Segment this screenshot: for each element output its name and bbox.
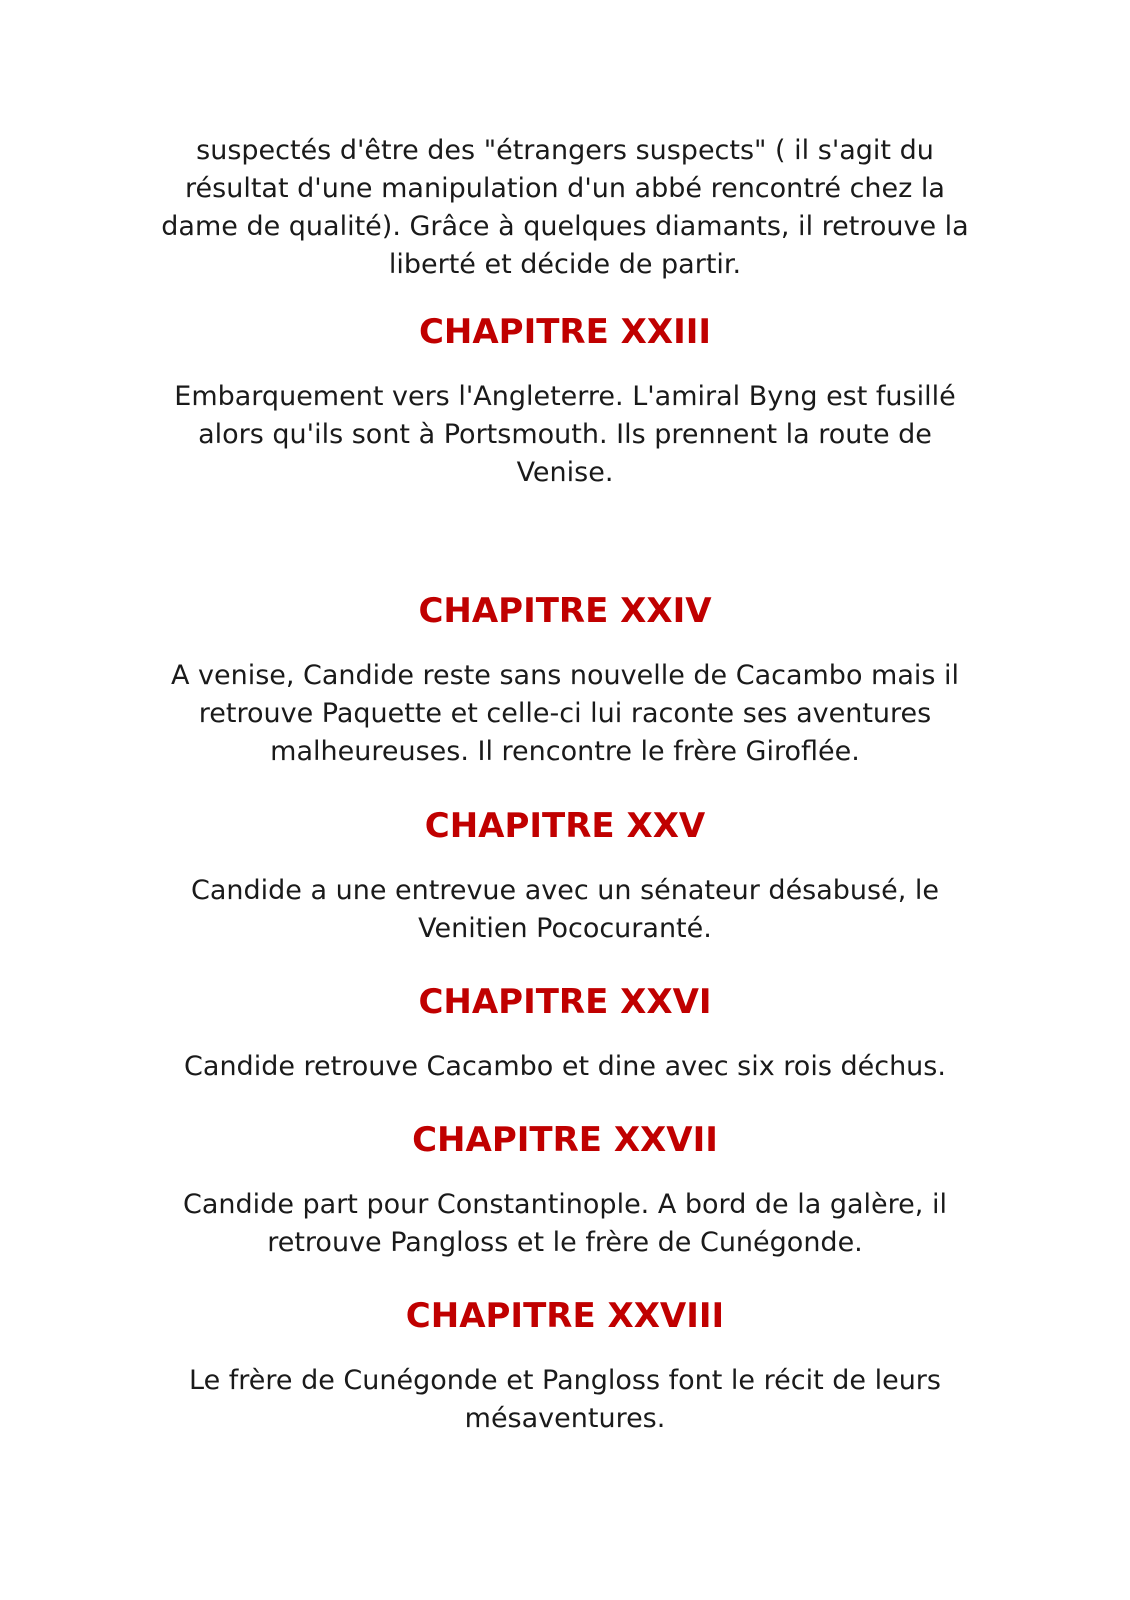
chapter-summary-xxviii — [120, 1362, 1010, 1438]
text-line: mésaventures. — [464, 1403, 666, 1434]
text-line: Candide part pour Constantinople. A bord de la galère, il — [183, 1189, 947, 1220]
chapter-heading-xxvi: CHAPITRE XXVI — [418, 982, 712, 1022]
chapter-heading-xxviii: CHAPITRE XXVIII — [405, 1296, 725, 1336]
text-line: Embarquement vers l'Angleterre. L'amiral Byng est fusillé — [174, 381, 956, 412]
text-line: retrouve Pangloss et le frère de Cunégonde. — [267, 1227, 863, 1258]
text-line: A venise, Candide reste sans nouvelle de Cacambo mais il — [170, 660, 960, 691]
text-line: retrouve Paquette et celle-ci lui raconte ses aventures — [198, 698, 932, 729]
text-line: alors qu'ils sont à Portsmouth. Ils prennent la route de — [198, 419, 932, 450]
text-line: Venitien Pococuranté. — [418, 913, 712, 944]
text-line: Candide a une entrevue avec un sénateur désabusé, le — [190, 875, 939, 906]
text-line: dame de qualité). Grâce à quelques diamants, il retrouve la — [161, 211, 969, 242]
text-line: Venise. — [516, 457, 614, 488]
chapter-heading-xxvii: CHAPITRE XXVII — [412, 1120, 718, 1160]
text-line: malheureuses. Il rencontre le frère Giroflée. — [270, 736, 860, 767]
text-line: liberté et décide de partir. — [388, 249, 742, 280]
intro-paragraph — [120, 132, 1010, 284]
chapter-heading-xxv: CHAPITRE XXV — [424, 806, 706, 846]
text-line: résultat d'une manipulation d'un abbé rencontré chez la — [185, 173, 945, 204]
chapter-summary-xxvi — [120, 1048, 1010, 1086]
chapter-heading-xxiv: CHAPITRE XXIV — [418, 591, 712, 631]
chapter-summary-xxvii — [120, 1186, 1010, 1262]
chapter-summary-xxv — [120, 872, 1010, 948]
chapter-summary-xxiii — [120, 378, 1010, 492]
chapter-heading-xxiii: CHAPITRE XXIII — [418, 312, 712, 352]
text-line: suspectés d'être des "étrangers suspects" ( il s'agit du — [196, 135, 934, 166]
chapter-summary-xxiv — [120, 657, 1010, 771]
text-line: Candide retrouve Cacambo et dine avec six rois déchus. — [184, 1051, 946, 1082]
text-line: Le frère de Cunégonde et Pangloss font le récit de leurs — [189, 1365, 941, 1396]
